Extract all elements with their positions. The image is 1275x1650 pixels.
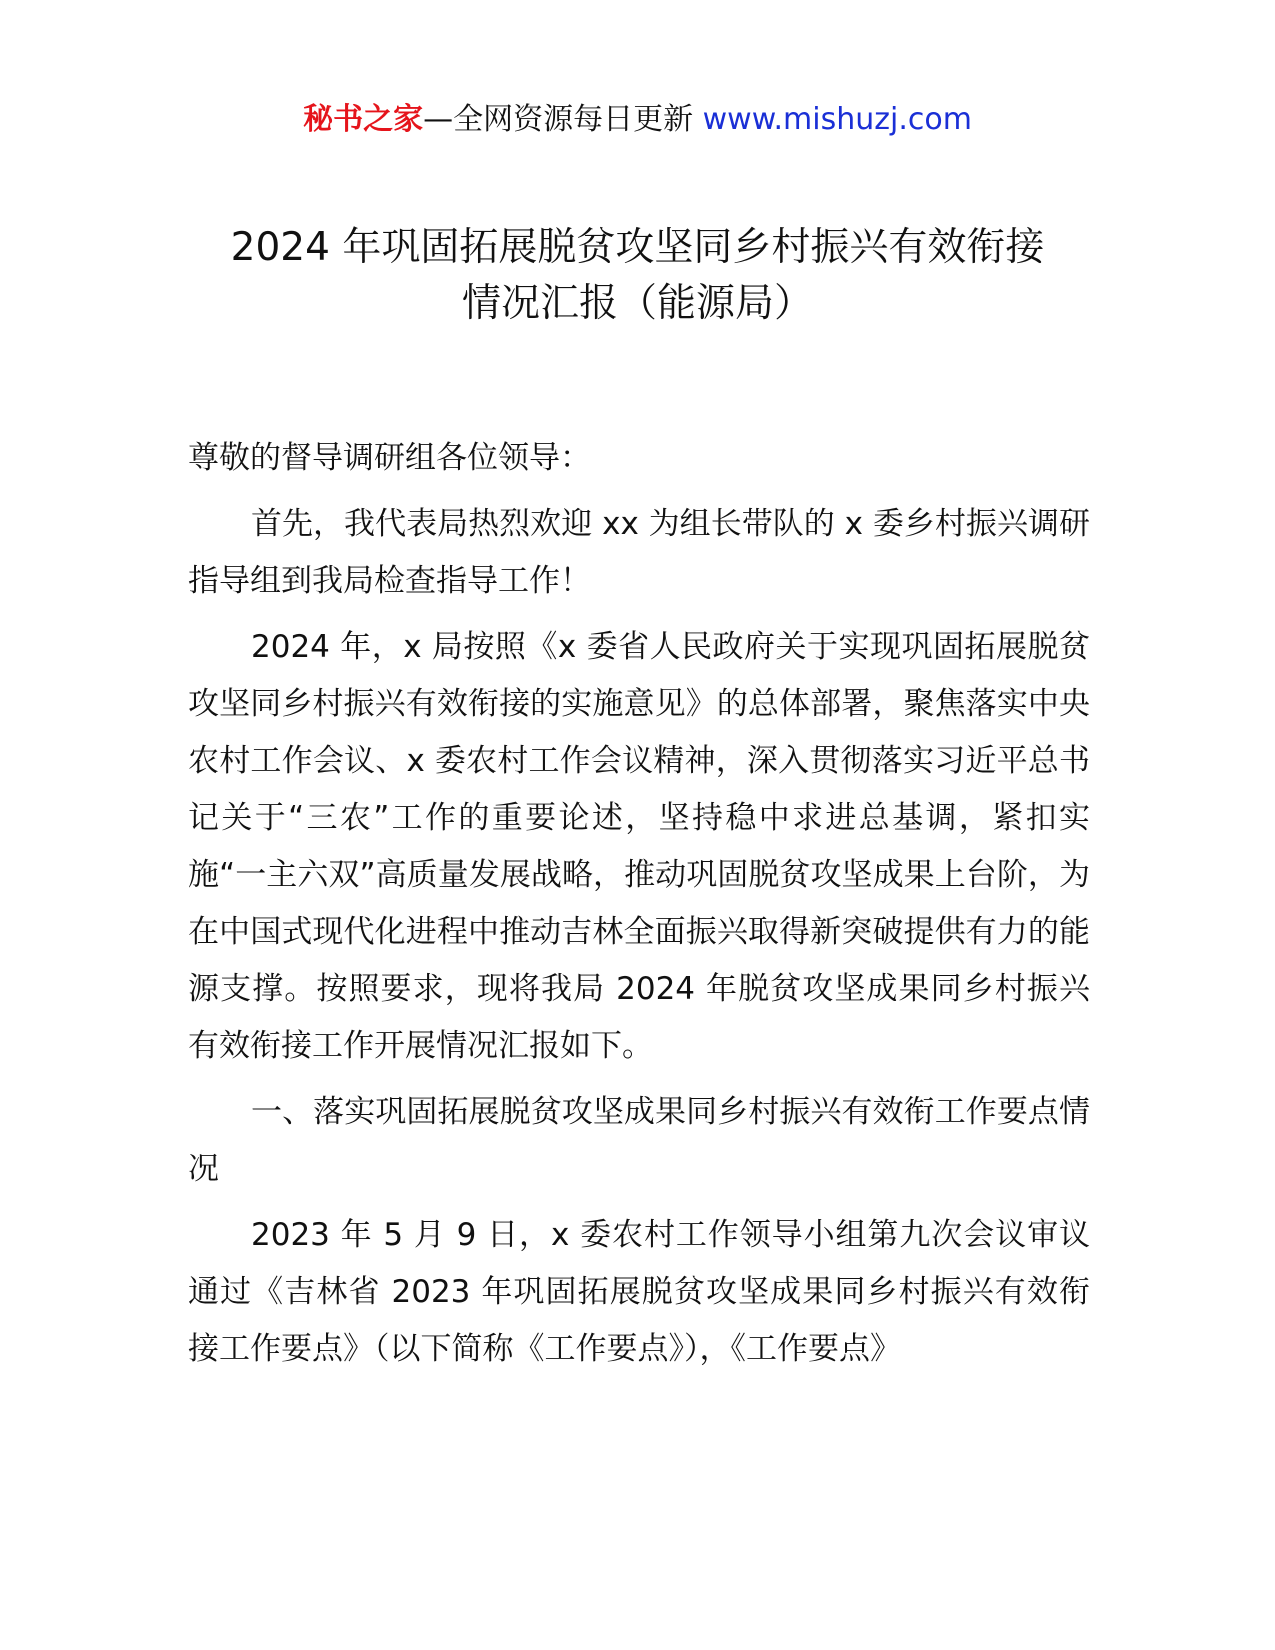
document-title [150,220,1125,332]
paragraph-welcome: 首先，我代表局热烈欢迎 xx 为组长带队的 x 委乡村振兴调研指导组到我局检查指导工作！ [188,506,1090,599]
salutation: 尊敬的督导调研组各位领导： [188,440,591,476]
paragraph-work-points: 2023 年 5 月 9 日，x 委农村工作领导小组第九次会议审议通过《吉林省 2023 年巩固拓展脱贫攻坚成果同乡村振兴有效衔接工作要点》（以下简称《工作要点》），《工作要点》 [188,1217,1090,1367]
paragraph-overview: 2024 年，x 局按照《x 委省人民政府关于实现巩固拓展脱贫攻坚同乡村振兴有效衔接的实施意见》的总体部署，聚焦落实中央农村工作会议、x 委农村工作会议精神，深入贯彻落实习近平总书记关于“三农”工作的重要论述，坚持稳中求进总基调，紧扣实施“一主六双”高质量发展战略，推动巩固脱贫攻坚成果上台阶，为在中国式现代化进程中推动吉林全面振兴取得新突破提供有力的能源支撑。按照要求，现将我局 2024 年脱贫攻坚成果同乡村振兴有效衔接工作开展情况汇报如下。 [188,629,1090,1064]
header-tagline: —全网资源每日更新 [423,102,694,137]
brand-name: 秘书之家 [303,102,424,137]
site-url: www.mishuzj.com [702,102,972,137]
site-header [0,100,1275,140]
title-line-1: 2024 年巩固拓展脱贫攻坚同乡村振兴有效衔接 [230,225,1045,270]
section-heading-1: 一、落实巩固拓展脱贫攻坚成果同乡村振兴有效衔工作要点情况 [188,1094,1090,1187]
document-body [188,430,1090,1387]
title-line-2: 情况汇报（能源局） [461,281,813,326]
